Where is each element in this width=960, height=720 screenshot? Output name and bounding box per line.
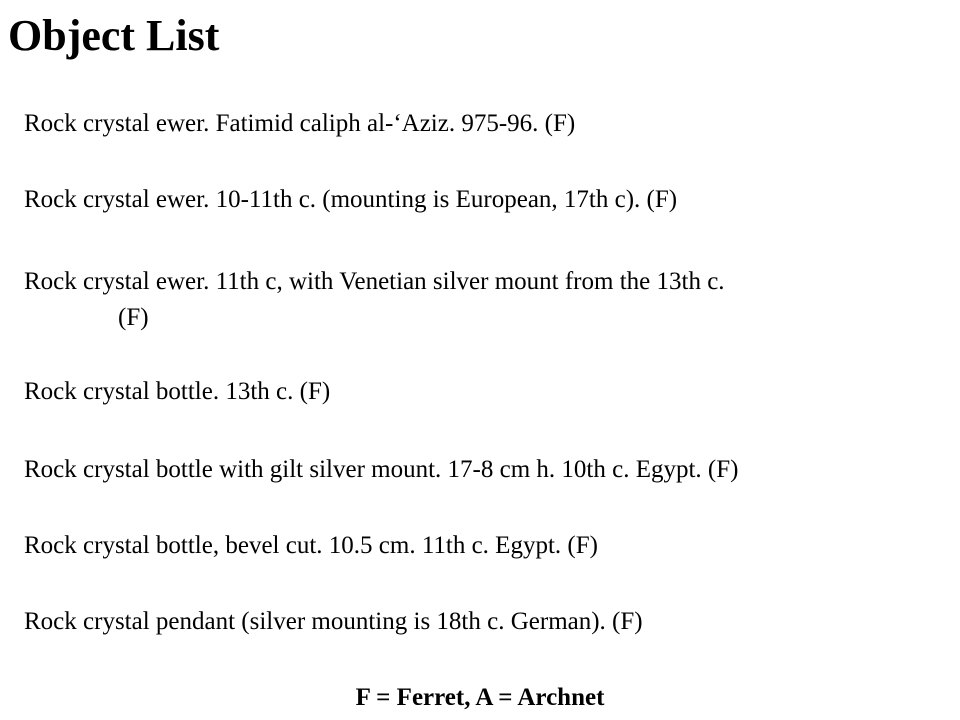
object-list-item bbox=[24, 106, 944, 142]
object-description: Rock crystal ewer. Fatimid caliph al-‘Aziz. 975-96. (F) bbox=[24, 110, 576, 137]
object-list-item bbox=[24, 182, 944, 218]
object-list-item bbox=[24, 452, 944, 488]
object-description: Rock crystal ewer. 11th c, with Venetian silver mount from the 13th c. bbox=[24, 268, 725, 295]
source-legend: F = Ferret, A = Archnet bbox=[355, 684, 605, 711]
object-description: Rock crystal pendant (silver mounting is 18th c. German). (F) bbox=[24, 608, 643, 635]
object-description-continuation: (F) bbox=[118, 304, 149, 331]
object-description: Rock crystal ewer. 10-11th c. (mounting is European, 17th c). (F) bbox=[24, 186, 678, 213]
object-description: Rock crystal bottle, bevel cut. 10.5 cm. 11th c. Egypt. (F) bbox=[24, 532, 598, 559]
object-list-item bbox=[24, 604, 944, 640]
object-list-item bbox=[24, 374, 944, 410]
object-description: Rock crystal bottle. 13th c. (F) bbox=[24, 378, 331, 405]
object-list-item bbox=[24, 264, 944, 336]
object-list-item bbox=[24, 528, 944, 564]
object-description: Rock crystal bottle with gilt silver mount. 17-8 cm h. 10th c. Egypt. (F) bbox=[24, 456, 739, 483]
slide-title: Object List bbox=[8, 11, 220, 60]
